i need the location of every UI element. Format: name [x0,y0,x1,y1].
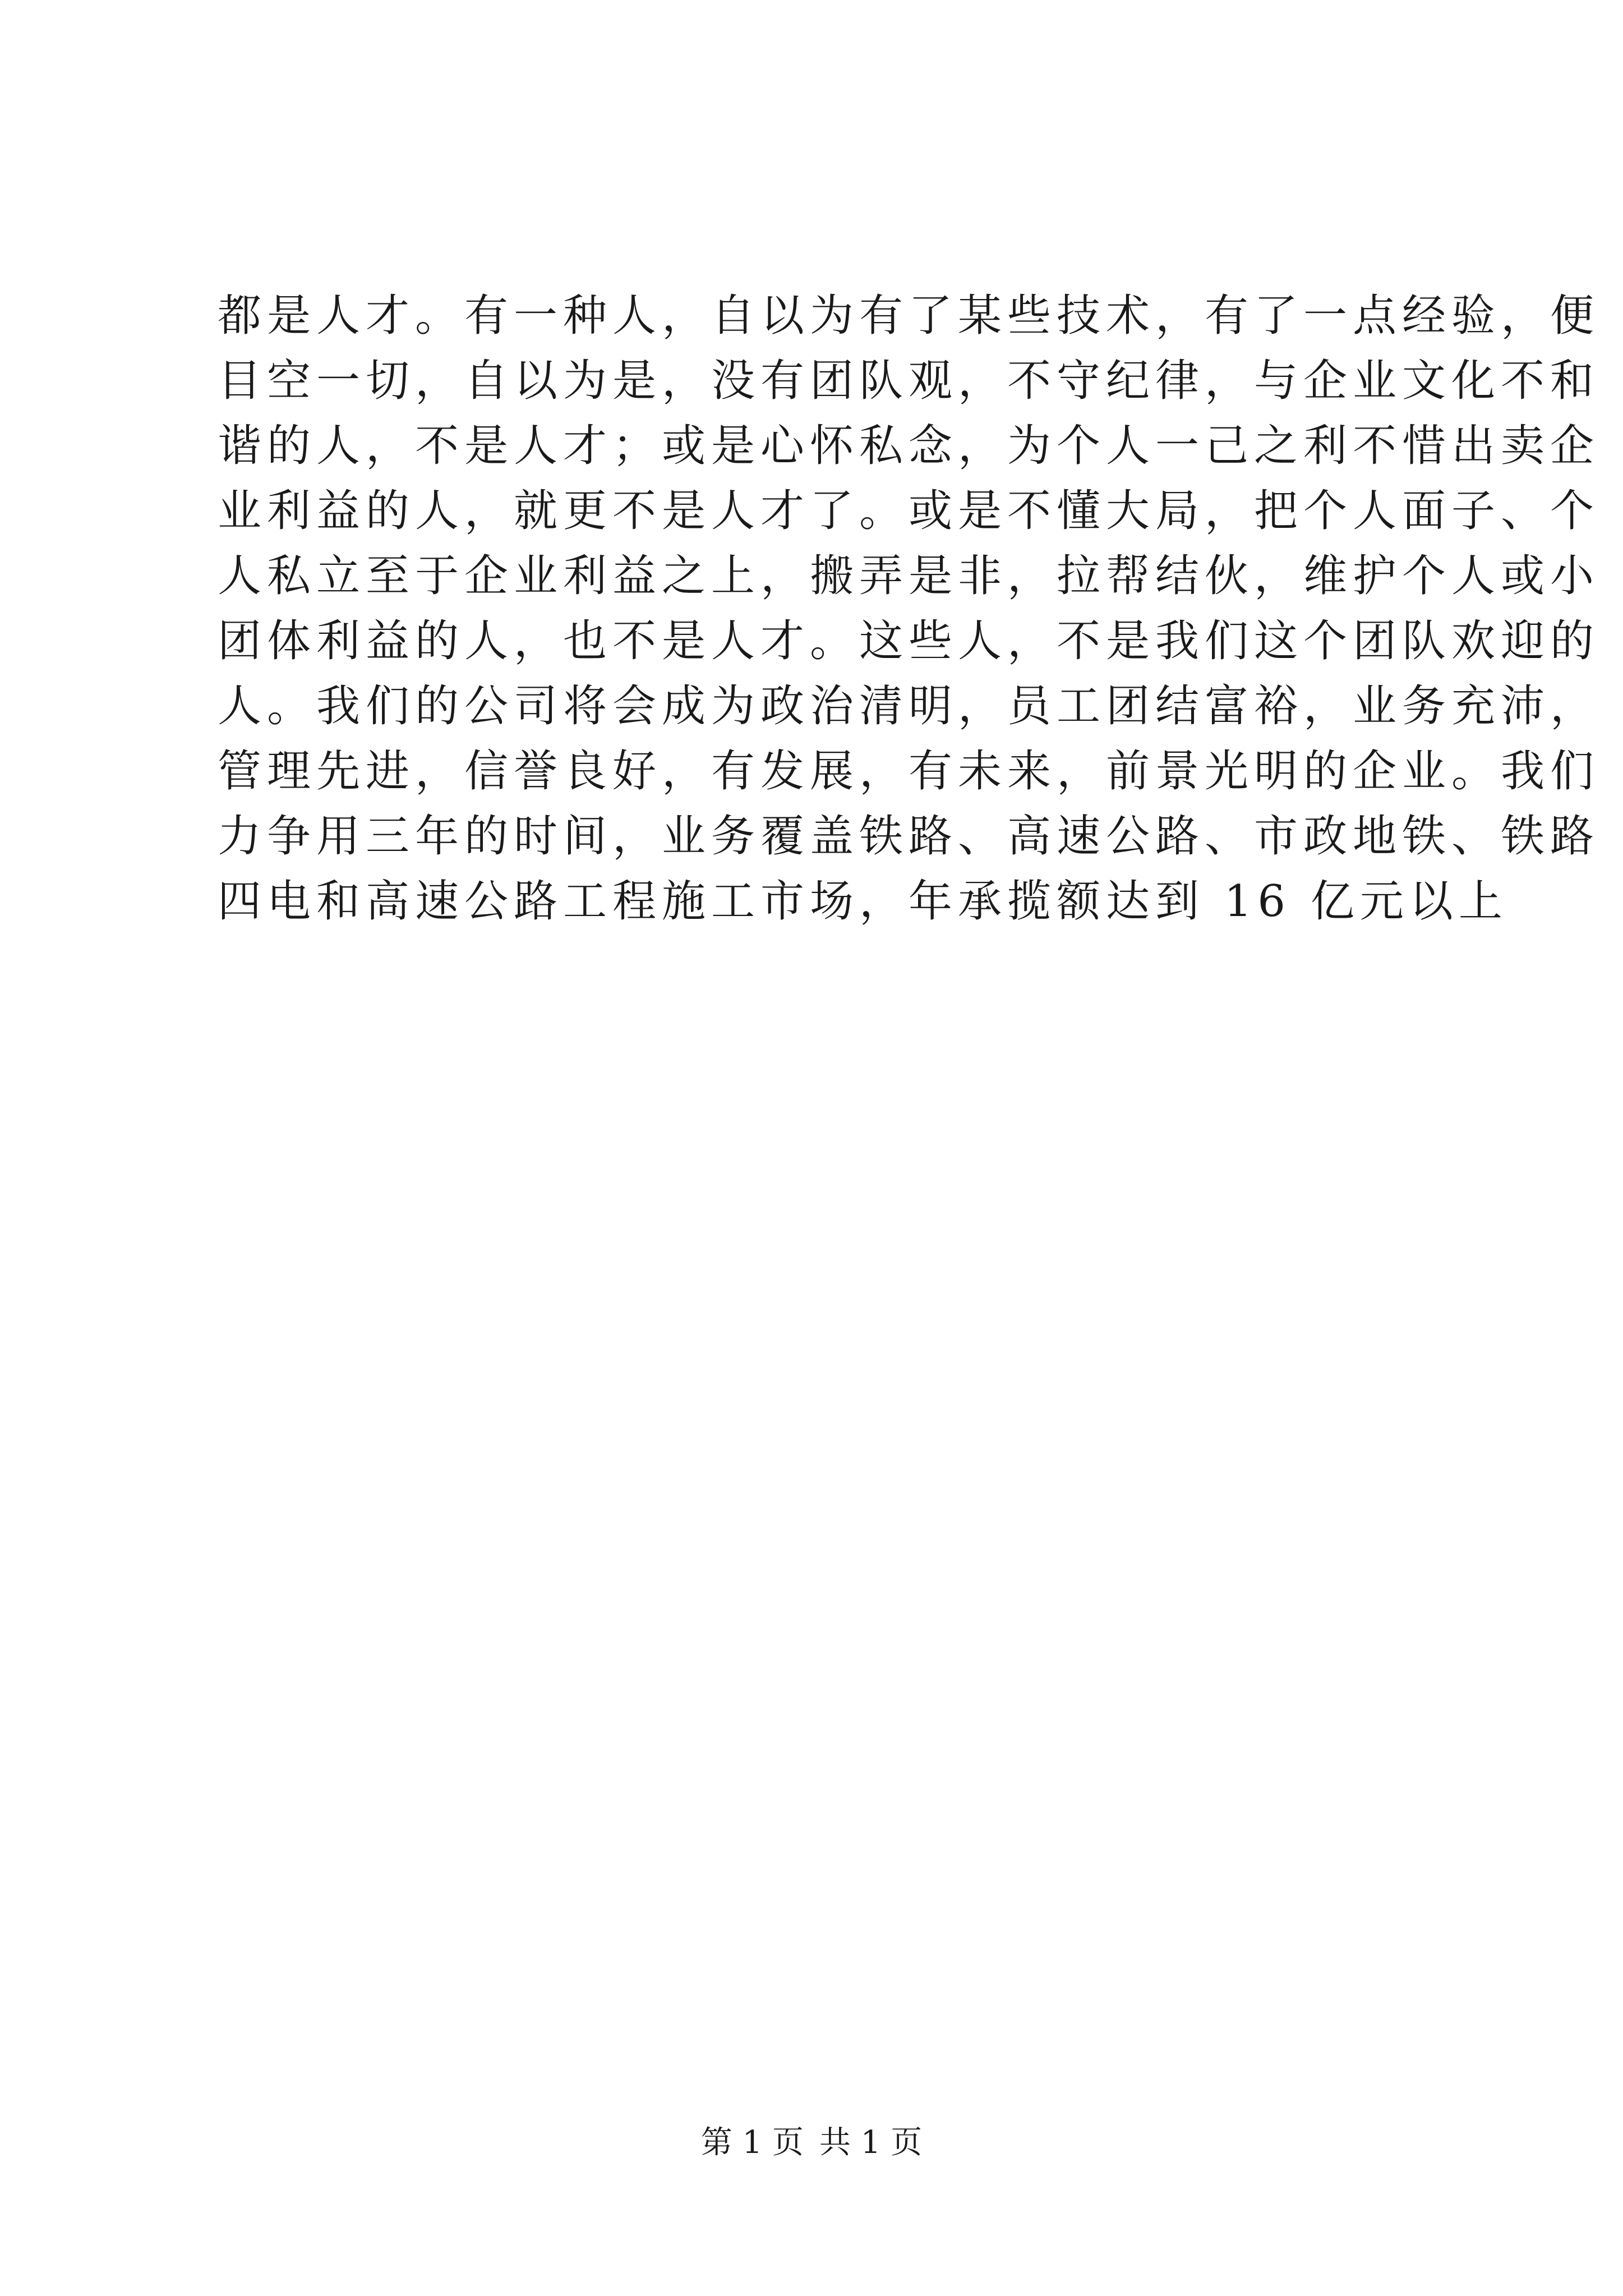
text-line-8: 管理先进，信誉良好，有发展，有未来，前景光明的企业。我们 [218,746,1600,797]
text-line-4: 业利益的人，就更不是人才了。或是不懂大局，把个人面子、个 [218,486,1600,536]
text-line-5: 人私立至于企业利益之上，搬弄是非，拉帮结伙，维护个人或小 [218,551,1600,601]
page-number-current: 第 1 页 [700,2124,804,2161]
text-line-2: 目空一切，自以为是，没有团队观，不守纪律，与企业文化不和 [218,356,1600,406]
text-line-6: 团体利益的人，也不是人才。这些人，不是我们这个团队欢迎的 [218,616,1600,666]
text-line-1: 都是人才。有一种人，自以为有了某些技术，有了一点经验，便 [218,291,1600,341]
text-line-3: 谐的人，不是人才；或是心怀私念，为个人一己之利不惜出卖企 [218,421,1600,471]
page-footer [0,2120,1623,2165]
text-line-10: 四电和高速公路工程施工市场，年承揽额达到 16 亿元以上 [218,876,1508,927]
body-text [218,283,1600,934]
text-line-9: 力争用三年的时间，业务覆盖铁路、高速公路、市政地铁、铁路 [218,811,1600,862]
text-line-7: 人。我们的公司将会成为政治清明，员工团结富裕，业务充沛， [218,681,1600,731]
page-number-total: 共 1 页 [819,2124,923,2161]
